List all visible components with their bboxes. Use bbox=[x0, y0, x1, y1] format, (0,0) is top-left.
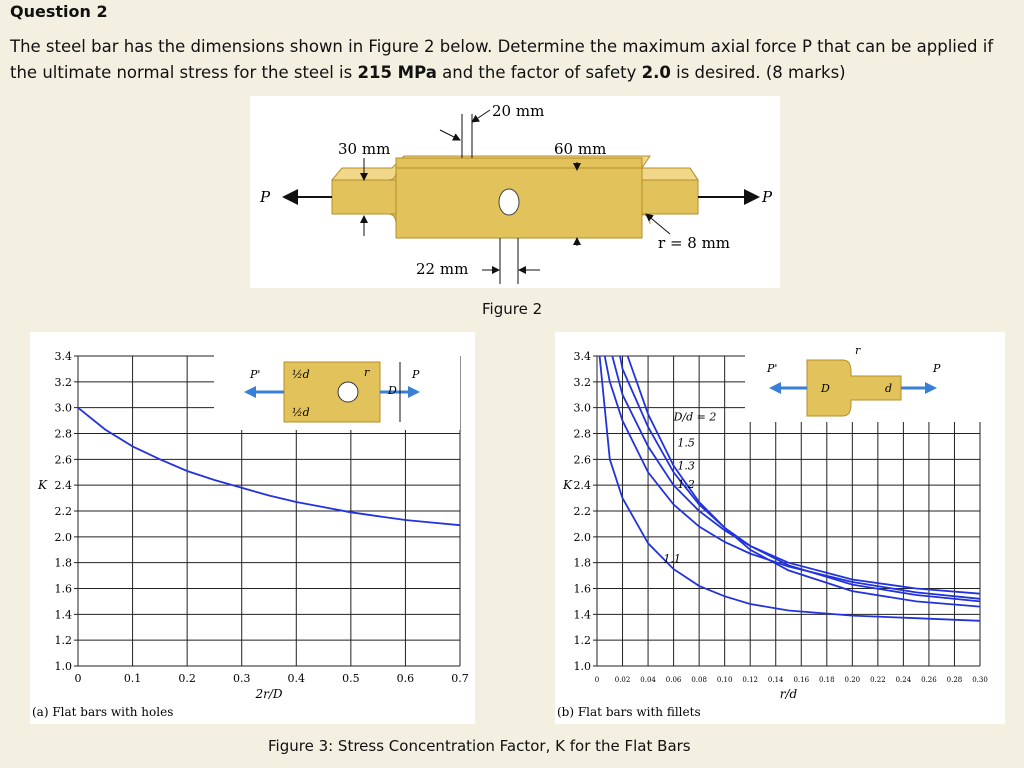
figure-2-caption: Figure 2 bbox=[482, 300, 543, 318]
inset-d: d bbox=[885, 382, 893, 395]
curve-label: 1.5 bbox=[677, 436, 695, 450]
inset-r: r bbox=[364, 366, 370, 379]
y-tick-label: 3.0 bbox=[573, 401, 591, 415]
y-tick-label: 2.4 bbox=[54, 479, 72, 493]
y-tick-label: 2.0 bbox=[573, 530, 591, 544]
dim-hole-diameter: 22 mm bbox=[416, 260, 469, 278]
question-text-part-2: and the factor of safety bbox=[436, 63, 642, 82]
y-tick-label: 3.2 bbox=[573, 375, 591, 389]
inset-D: D bbox=[388, 384, 397, 397]
x-axis-label: r/d bbox=[779, 687, 798, 701]
inset-half-d-top: ½d bbox=[292, 368, 310, 381]
inset-D: D bbox=[821, 382, 830, 395]
inset-p-left: P' bbox=[767, 362, 778, 375]
y-tick-label: 1.2 bbox=[573, 634, 591, 648]
figure-2-steel-bar bbox=[250, 96, 780, 288]
dim-thickness: 20 mm bbox=[492, 102, 545, 120]
question-text bbox=[10, 34, 1010, 86]
x-tick-label: 0 bbox=[594, 676, 600, 684]
x-tick-label: 0 bbox=[74, 672, 82, 685]
hole bbox=[499, 189, 519, 215]
x-tick-label: 0.22 bbox=[870, 676, 886, 684]
question-text-part-3: is desired. (8 marks) bbox=[670, 63, 846, 82]
chart-caption: (b) Flat bars with fillets bbox=[557, 705, 701, 719]
x-tick-label: 0.7 bbox=[451, 672, 469, 685]
load-right-label: P bbox=[762, 188, 773, 206]
question-text-part-1: The steel bar has the dimensions shown in Figure 2 below. Determine the maximum axial force P that can be applied if the ultimate normal stress for the steel is bbox=[10, 37, 994, 82]
y-tick-label: 3.2 bbox=[54, 375, 72, 389]
x-tick-label: 0.30 bbox=[972, 676, 988, 684]
inset-p-right: P bbox=[412, 368, 420, 381]
x-tick-label: 0.06 bbox=[665, 676, 682, 684]
y-tick-label: 1.6 bbox=[573, 582, 591, 596]
curve-label: 1.1 bbox=[663, 552, 681, 566]
x-tick-label: 0.1 bbox=[123, 672, 142, 685]
y-tick-label: 2.2 bbox=[573, 505, 591, 518]
x-tick-label: 0.26 bbox=[921, 676, 937, 684]
x-tick-label: 0.2 bbox=[178, 672, 196, 685]
y-tick-label: 1.8 bbox=[54, 556, 72, 570]
y-tick-label: 2.6 bbox=[54, 453, 72, 467]
load-left-label: P bbox=[260, 188, 271, 206]
y-tick-label: 1.2 bbox=[54, 634, 72, 648]
x-tick-label: 0.14 bbox=[767, 676, 784, 684]
x-tick-label: 0.10 bbox=[716, 676, 733, 684]
chart-caption: (a) Flat bars with holes bbox=[32, 705, 174, 719]
x-tick-label: 0.24 bbox=[895, 676, 912, 684]
y-tick-label: 1.8 bbox=[573, 556, 591, 570]
question-title: Question 2 bbox=[10, 2, 108, 21]
y-tick-label: 2.8 bbox=[54, 427, 72, 441]
y-tick-label: 3.0 bbox=[54, 401, 72, 415]
y-tick-label: 2.6 bbox=[573, 453, 591, 467]
curve-label: 1.2 bbox=[677, 477, 695, 491]
dim-wide-width: 60 mm bbox=[554, 140, 607, 158]
x-tick-label: 0.16 bbox=[793, 676, 810, 684]
x-tick-label: 0.5 bbox=[342, 672, 360, 685]
x-tick-label: 0.3 bbox=[232, 672, 251, 685]
x-tick-label: 0.18 bbox=[819, 676, 835, 684]
y-tick-label: 2.4 bbox=[573, 479, 591, 493]
y-tick-label: 2.2 bbox=[54, 505, 72, 518]
bar-left-end bbox=[332, 180, 396, 214]
bar-right-end bbox=[642, 180, 698, 214]
x-tick-label: 0.28 bbox=[946, 676, 963, 684]
x-tick-label: 0.04 bbox=[640, 676, 656, 684]
y-tick-label: 1.4 bbox=[573, 608, 591, 622]
x-tick-label: 0.02 bbox=[614, 676, 631, 684]
curve-label: 1.3 bbox=[677, 459, 695, 473]
y-axis-label: K bbox=[563, 478, 572, 493]
y-tick-label: 1.0 bbox=[573, 660, 591, 673]
y-tick-label: 2.8 bbox=[573, 427, 591, 441]
y-tick-label: 3.4 bbox=[54, 350, 72, 363]
y-tick-label: 3.4 bbox=[573, 350, 591, 363]
fillet-right-bottom bbox=[642, 214, 650, 224]
y-tick-label: 1.6 bbox=[54, 582, 72, 596]
x-tick-label: 0.6 bbox=[396, 672, 415, 685]
figure-3-caption: Figure 3: Stress Concentration Factor, K for the Flat Bars bbox=[268, 737, 691, 755]
x-tick-label: 0.4 bbox=[287, 672, 306, 685]
dim-narrow-width: 30 mm bbox=[338, 140, 391, 158]
y-tick-label: 2.0 bbox=[54, 530, 72, 544]
chart-b-flat-bars-with-fillets bbox=[555, 332, 1005, 724]
factor-of-safety-value: 2.0 bbox=[641, 63, 671, 82]
inset-r: r bbox=[855, 344, 861, 357]
x-tick-label: 0.12 bbox=[742, 676, 758, 684]
curve-label: D/d = 2 bbox=[673, 410, 717, 424]
ultimate-stress-value: 215 MPa bbox=[357, 63, 437, 82]
inset-p-right: P bbox=[933, 362, 941, 375]
inset-p-left: P' bbox=[250, 368, 261, 381]
y-tick-label: 1.0 bbox=[54, 660, 72, 673]
x-tick-label: 0.20 bbox=[844, 676, 861, 684]
y-axis-label: K bbox=[38, 478, 47, 493]
chart-a-flat-bars-with-holes bbox=[30, 332, 475, 724]
x-tick-label: 0.08 bbox=[691, 676, 707, 684]
x-axis-label: 2r/D bbox=[255, 687, 283, 701]
dim-fillet-radius: r = 8 mm bbox=[658, 234, 731, 252]
y-tick-label: 1.4 bbox=[54, 608, 72, 622]
inset-hole bbox=[338, 382, 358, 402]
inset-half-d-bottom: ½d bbox=[292, 406, 310, 419]
